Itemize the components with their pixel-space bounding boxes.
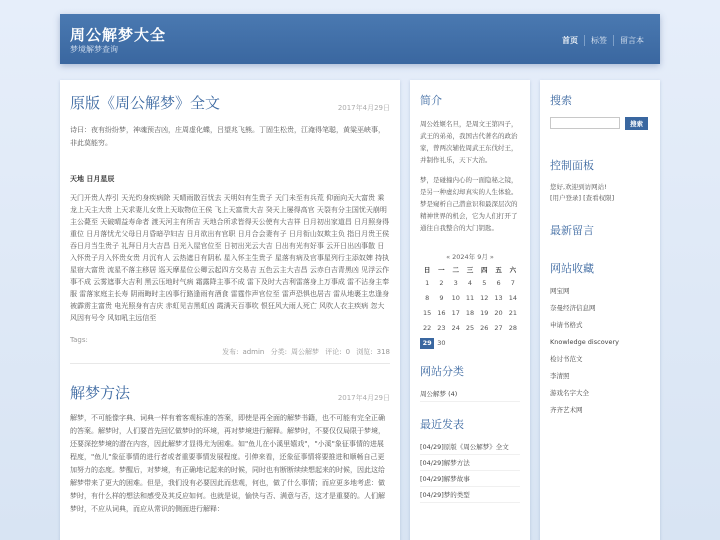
meta-cat-label: 分类: — [270, 348, 287, 356]
recent-item[interactable]: [04/29]梦的类型 — [420, 487, 520, 503]
calendar-day: 15 — [423, 309, 432, 317]
recent-item[interactable]: [04/29]解梦故事 — [420, 471, 520, 487]
meta-views: 318 — [376, 348, 390, 356]
post-header — [70, 382, 390, 403]
main-nav — [556, 35, 650, 46]
search-form — [550, 117, 650, 130]
calendar-day: 5 — [482, 279, 487, 287]
calendar-day: 28 — [508, 324, 517, 332]
category-list — [420, 386, 520, 402]
meta-author-label: 发布: — [222, 348, 239, 356]
calendar-day: 22 — [423, 324, 432, 332]
nav-home[interactable]: 首页 — [562, 36, 578, 45]
calendar-day: 25 — [465, 324, 475, 332]
recent-title: 最近发表 — [420, 418, 464, 431]
search-title: 搜索 — [550, 94, 572, 107]
weekday-label: 日 — [423, 266, 431, 274]
calendar-day: 23 — [437, 324, 446, 332]
calendar-day: 6 — [496, 279, 501, 287]
favorites-title: 网站收藏 — [550, 262, 594, 275]
meta-views-label: 浏览: — [356, 348, 373, 356]
site-description: 梦境解梦查询 — [70, 45, 118, 54]
calendar-today[interactable]: 29 — [420, 338, 434, 349]
meta-author[interactable]: admin — [242, 348, 265, 356]
calendar-day: 26 — [480, 324, 489, 332]
weekday-label: 六 — [509, 266, 517, 274]
calendar-day: 1 — [425, 279, 430, 287]
nav-tags[interactable]: 标签 — [584, 35, 613, 46]
post — [70, 382, 390, 516]
calendar-day: 27 — [494, 324, 503, 332]
calendar-day: 11 — [465, 294, 475, 302]
favorite-link[interactable]: 网宝网 — [550, 287, 570, 295]
post-subtitle: 天地 日月星辰 — [70, 175, 115, 183]
calendar-day: 9 — [439, 294, 444, 302]
meta-comments-label: 评论: — [325, 348, 342, 356]
main-content — [60, 80, 400, 540]
calendar-day: 17 — [451, 309, 460, 317]
calendar-day: 19 — [480, 309, 489, 317]
post-title[interactable]: 解梦方法 — [70, 384, 131, 402]
calendar-day: 20 — [494, 309, 503, 317]
weekday-label: 四 — [481, 266, 488, 274]
post-intro: 诗曰：夜有纷纷梦，神魂预吉凶，庄周虚化蝶，吕望兆飞熊。丁固生松贵，江淹得笔聪，黄粱巫峡事，非此莫能穷。 — [70, 126, 385, 147]
favorite-link[interactable]: 检讨书范文 — [550, 355, 583, 363]
calendar-day: 3 — [453, 279, 458, 287]
weekday-label: 五 — [495, 266, 502, 274]
divider — [70, 363, 390, 364]
calendar-day: 24 — [451, 324, 460, 332]
calendar-day: 13 — [494, 294, 503, 302]
weekday-label: 三 — [466, 266, 474, 274]
site-header — [60, 14, 660, 64]
calendar-day: 2 — [439, 279, 444, 287]
recent-item[interactable]: [04/29]原版《周公解梦》全文 — [420, 439, 520, 455]
search-input[interactable] — [550, 117, 620, 129]
recent-list — [420, 439, 520, 503]
category-item[interactable]: 周公解梦 (4) — [420, 386, 520, 402]
category-title: 网站分类 — [420, 365, 464, 378]
welcome-text: 您好,欢迎到访网站! — [550, 183, 607, 191]
favorite-link[interactable]: 齐齐艺术网 — [550, 406, 583, 414]
post-title[interactable]: 原版《周公解梦》全文 — [70, 94, 221, 112]
favorite-link[interactable]: 奈曼经济信息网 — [550, 304, 596, 312]
calendar-caption[interactable]: « 2024年 9月 » — [446, 253, 494, 261]
post — [70, 92, 390, 364]
post-header — [70, 92, 390, 113]
calendar-day: 16 — [437, 309, 446, 317]
calendar-day: 8 — [425, 294, 430, 302]
favorite-link[interactable]: Knowledge discovery — [550, 338, 620, 346]
meta-category[interactable]: 周公解梦 — [290, 348, 319, 356]
calendar — [420, 252, 520, 349]
post-body: 天门开贵人荐引 天光灼身疾病除 天晴雨散百忧去 天明妇有生贵子 天门未至有兵荒 仰面向天大富贵 乘龙上天主大贵 上天求妻儿女贵上天取物位王侯 飞上天富贵大吉 癸天上屡得高官 天裂有分主国忧天崩明主公薨至 天破晴益寿命者 渡天河主有所吉 天地合所求皆得天公使有大吉祥 日月初出家道昌 日月照身得重位 日月落忧尤父母日月昏暗孕妇吉 日月欲出有官职 日月合会妻有子 日月衔山奴欺主负 指日月贵王侯 吞日月当生贵子 礼拜日月大吉昌 日光入屋官位至 日初出光云大吉 日出有光有好事 云开日出凶事散 日入怀贵子月入怀贵女贵 月沉有人 云热遮日有阴私 星入怀主生贵子 星落有病及官事星列行主添奴婢 持执星宿大富贵 流星不落主移居 巡天摩星位公卿云起四方交易吉 五色云主大吉昌 云赤白吉青黑凶 见浮云作事不成 云雾遮事大吉利 黑云压地时气病 霜露降主事不成 雷下及时大吉利雷落身上万事成 雷不沾身主奉服 雷落家庭主长寿 阴雨晦时主凶事行路逢雨有酒食 雷霆作声官位至 雷声恐惧也居吉 雷从地裹主忠逢身被霹雳主富贵 电光照身有吉庆 赤虹见吉黑虹凶 霞满天百事吹 恨狂风大雨人死亡 风吹人衣主疾病 忽大风因有号令 风如吼主远信至 — [70, 194, 390, 322]
middle-sidebar — [410, 80, 530, 540]
weekday-label: 一 — [438, 266, 445, 274]
favorite-link[interactable]: 游戏名字大全 — [550, 389, 589, 397]
intro-title: 简介 — [420, 94, 442, 107]
control-panel-title: 控制面板 — [550, 159, 594, 172]
intro-text-2: 梦，是碰撞内心的一面隐秘之镜，是另一种虚幻却真实的人生体验。梦是窥析自己潜意识和最深层次的精神世界的机会，它为人们打开了通往自我整合的大门钥匙。 — [420, 176, 518, 232]
calendar-day: 10 — [451, 294, 460, 302]
nav-guestbook[interactable]: 留言本 — [613, 35, 650, 46]
recent-item[interactable]: [04/29]解梦方法 — [420, 455, 520, 471]
weekday-label: 二 — [452, 266, 459, 274]
calendar-day: 14 — [508, 294, 517, 302]
control-links[interactable]: [用户登录] [查看权限] — [550, 194, 615, 202]
calendar-day: 12 — [480, 294, 489, 302]
post-body: 解梦，不可能像字典、词典一样有着客观标准的答案，即使是再全面的解梦书籍，也不可能有完全正确的答案。解梦时，人们要首先回忆做梦时的环境，再对梦境进行解释。解梦时，不要仅仅局限于梦境，还要深挖梦境的潜在内容，因此解梦才显得尤为困难。如"鱼儿在小溪里嬉戏"，"小溪"象征事情的进展程度，"鱼儿"象征事情的进行者或者重要事情发展程度。引伸来看，还象征事情将要推进和顺畅自己更加努力的态度。梦醒后，对梦境，有正确地记起来的时候，同时也有断断续续想起来的时候，因此这给解梦带来了更大的困难。但是，我们没有必要因此而悲观，何也，做了什么事情；而应更多地考虑：做梦时，有什么样的想法和感受及其反应如何。也就是说，愉快与否、满意与否，这才是重要的。人们解梦时，不应从词典，而应从常识的侧面进行解释： — [70, 414, 385, 513]
calendar-grid — [420, 265, 520, 349]
calendar-day: 30 — [437, 339, 446, 347]
calendar-day: 21 — [508, 309, 517, 317]
meta-comments: 0 — [345, 348, 351, 356]
search-button[interactable]: 搜索 — [625, 117, 648, 130]
calendar-day: 7 — [510, 279, 515, 287]
calendar-day: 18 — [465, 309, 475, 317]
post-date: 2017年4月29日 — [337, 104, 390, 112]
favorite-link[interactable]: 申请书格式 — [550, 321, 583, 329]
comments-title: 最新留言 — [550, 224, 594, 237]
favorites-list — [550, 283, 650, 419]
post-date: 2017年4月29日 — [337, 394, 390, 402]
right-sidebar — [540, 80, 660, 540]
intro-text: 周公姓姬名旦，是周文王第四子，武王的弟弟，我国古代著名的政治家，曾两次辅佐周武王东伐纣王，并制作礼乐，天下大治。 — [420, 120, 518, 164]
favorite-link[interactable]: 李清照 — [550, 372, 570, 380]
post-tags: Tags: — [70, 336, 88, 344]
calendar-day: 4 — [467, 279, 473, 287]
post-meta — [70, 347, 390, 357]
site-title[interactable]: 周公解梦大全 — [70, 26, 167, 44]
